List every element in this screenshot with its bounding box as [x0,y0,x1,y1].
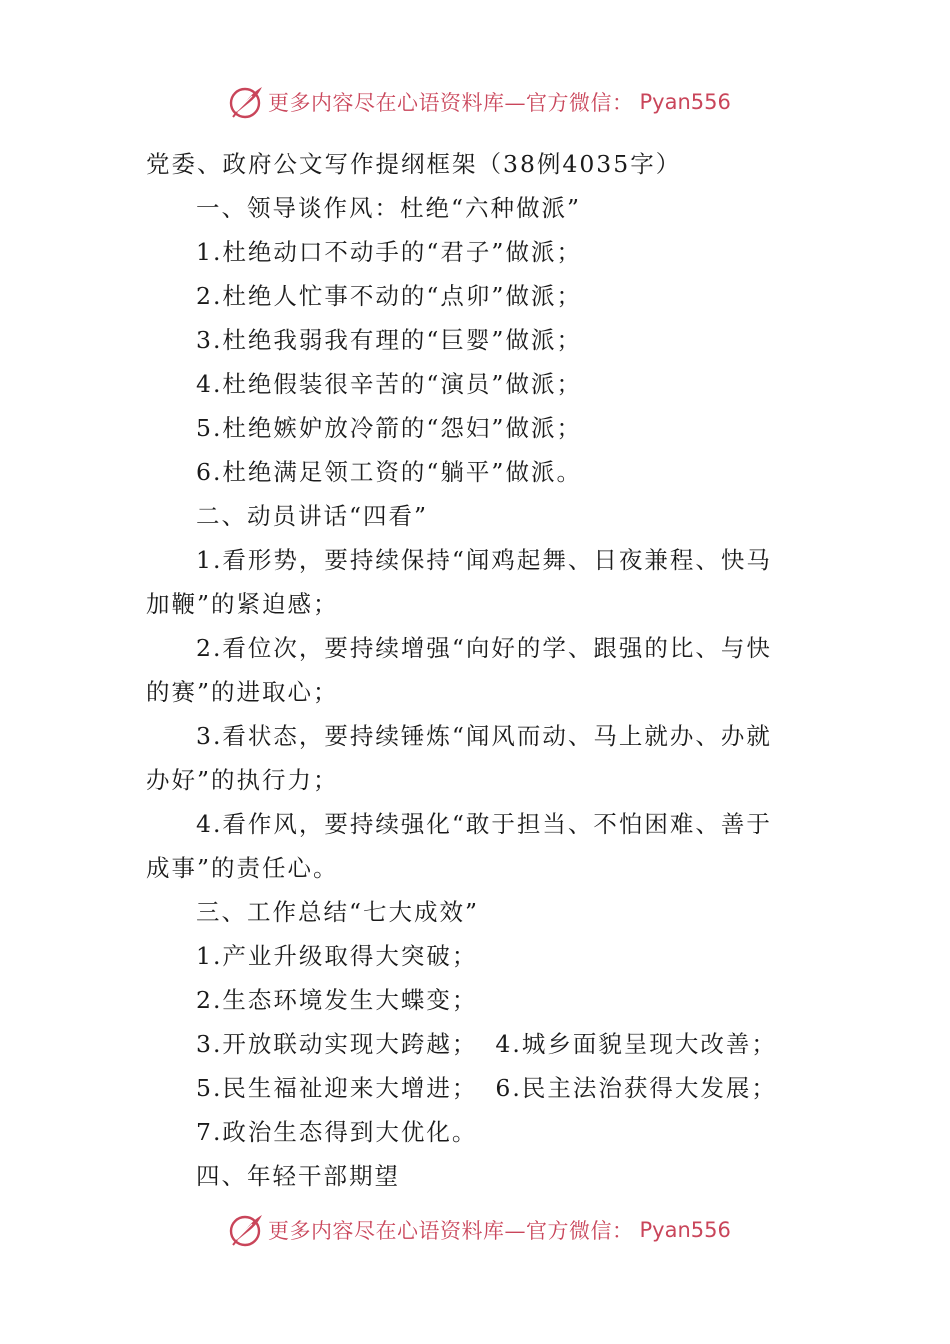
list-item: 1.杜绝动口不动手的“君子”做派； [196,238,582,266]
list-item-pair [146,1066,808,1110]
list-item: 2.生态环境发生大蝶变； [196,986,478,1014]
list-item-line: 3.看状态，要持续锤炼“闻风而动、马上就办、办就 [196,722,772,750]
banner-account: Pyan556 [639,90,731,114]
list-item: 6.杜绝满足领工资的“躺平”做派。 [196,458,582,486]
quill-pen-logo-icon [228,84,264,120]
list-item-continuation: 加鞭”的紧迫感； [146,590,339,618]
banner-text: 更多内容尽在心语资料库—官方微信： [268,1219,634,1243]
section-heading-4: 四、年轻干部期望 [196,1162,400,1190]
banner-account: Pyan556 [639,1218,731,1242]
watermark-banner-bottom [228,1210,731,1250]
list-item-pair [146,1022,808,1066]
list-item-line: 2.看位次，要持续增强“向好的学、跟强的比、与快 [196,634,772,662]
section-heading-1: 一、领导谈作风：杜绝“六种做派” [196,194,582,222]
list-item: 1.产业升级取得大突破； [196,942,478,970]
list-item: 7.政治生态得到大优化。 [196,1118,478,1146]
watermark-banner-top [228,82,731,122]
list-item: 6.民主法治获得大发展； [495,1074,777,1102]
banner-text: 更多内容尽在心语资料库—官方微信： [268,91,634,115]
list-item: 4.杜绝假装很辛苦的“演员”做派； [196,370,582,398]
list-item: 5.民生福祉迎来大增进； [196,1074,478,1102]
document-title: 党委、政府公文写作提纲框架（38例4035字） [146,150,682,178]
list-item-continuation: 成事”的责任心。 [146,854,339,882]
list-item-continuation: 办好”的执行力； [146,766,339,794]
list-item: 5.杜绝嫉妒放冷箭的“怨妇”做派； [196,414,582,442]
document-body [146,142,808,1198]
quill-pen-logo-icon [228,1212,264,1248]
list-item: 4.城乡面貌呈现大改善； [495,1030,777,1058]
list-item: 3.杜绝我弱我有理的“巨婴”做派； [196,326,582,354]
list-item-line: 1.看形势，要持续保持“闻鸡起舞、日夜兼程、快马 [196,546,772,574]
list-item-line: 4.看作风，要持续强化“敢于担当、不怕困难、善于 [196,810,772,838]
list-item: 3.开放联动实现大跨越； [196,1030,478,1058]
list-item: 2.杜绝人忙事不动的“点卯”做派； [196,282,582,310]
section-heading-3: 三、工作总结“七大成效” [196,898,480,926]
list-item-continuation: 的赛”的进取心； [146,678,339,706]
section-heading-2: 二、动员讲话“四看” [196,502,429,530]
